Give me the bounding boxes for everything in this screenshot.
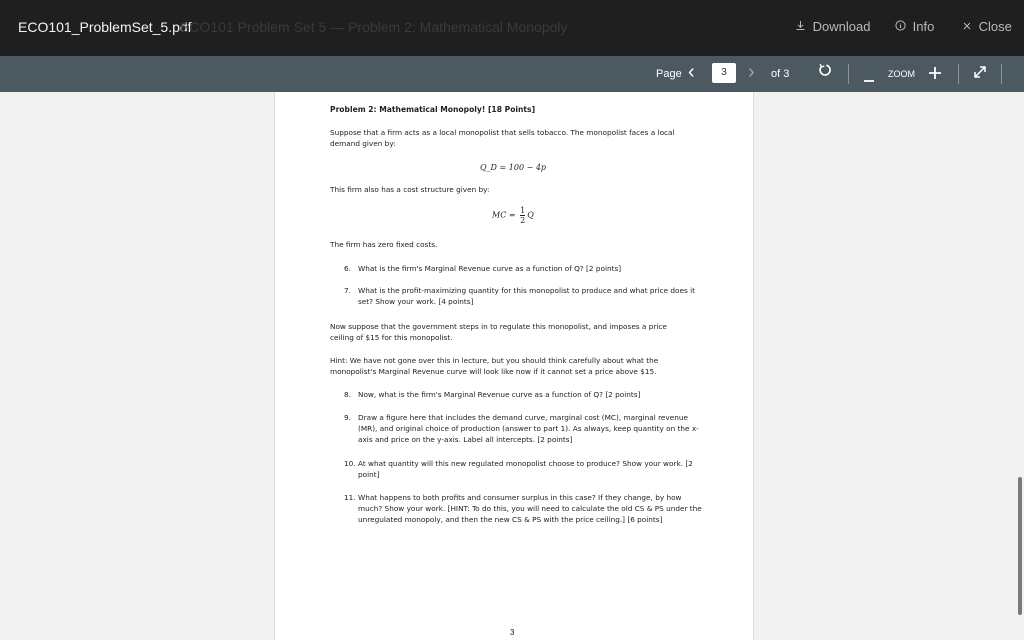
- question-text: What happens to both profits and consumer surplus in this case? If they change, by how much? Show your work. [HINT: To do this, you will need to calculate the old CS & PS under the unregulated monopoly, and then the new CS & PS with the price ceiling.] [6 points]: [358, 493, 702, 524]
- question-number: 9.: [344, 413, 351, 422]
- download-button[interactable]: [795, 19, 870, 34]
- divider: [1001, 64, 1002, 84]
- mc-numerator: 1: [520, 206, 526, 215]
- close-button[interactable]: [962, 19, 1012, 34]
- info-label: Info: [912, 19, 935, 34]
- problem-heading: Problem 2: Mathematical Monopoly! [18 Points]: [330, 105, 536, 114]
- info-button[interactable]: [895, 19, 934, 34]
- question-number: 11.: [344, 493, 356, 502]
- pdf-toolbar: [0, 56, 1024, 92]
- page-count: of 3: [771, 68, 790, 80]
- close-icon: [962, 19, 976, 34]
- divider: [958, 64, 959, 84]
- download-label: Download: [812, 19, 871, 34]
- regulation-paragraph: Now suppose that the government steps in to regulate this monopolist, and imposes a price ceiling of $15 for this monopolist.: [330, 322, 667, 342]
- plus-icon[interactable]: [929, 66, 941, 84]
- mc-equation: [492, 206, 534, 225]
- top-bar: [0, 0, 1024, 56]
- mc-lhs: MC =: [492, 210, 516, 220]
- mc-denominator: 2: [520, 216, 526, 225]
- intro-paragraph: Suppose that a firm acts as a local monopolist that sells tobacco. The monopolist faces a local demand given by:: [330, 128, 675, 148]
- minus-icon[interactable]: [864, 70, 874, 88]
- question-number: 6.: [344, 264, 351, 273]
- divider: [848, 64, 849, 84]
- chevron-right-icon[interactable]: ›: [748, 61, 755, 83]
- pdf-page: [274, 92, 754, 640]
- hint-paragraph: Hint: We have not gone over this in lecture, but you should think carefully about what the monopolist's Marginal Revenue curve will look like now if it cannot set a price above $15.: [330, 356, 659, 376]
- question-number: 7.: [344, 286, 351, 295]
- faint-header-text: ECO101 Problem Set 5 — Problem 2: Mathematical Monopoly: [180, 19, 568, 35]
- question-number: 8.: [344, 390, 351, 399]
- question-text: What is the firm's Marginal Revenue curve as a function of Q? [2 points]: [358, 264, 622, 273]
- scrollbar-thumb[interactable]: [1018, 477, 1022, 615]
- question-text: At what quantity will this new regulated monopolist choose to produce? Show your work. [2 point]: [358, 459, 693, 479]
- mc-fraction: [520, 206, 525, 225]
- info-icon: [895, 19, 910, 34]
- chevron-left-icon[interactable]: ‹: [688, 61, 695, 83]
- fixed-cost-text: The firm has zero fixed costs.: [330, 240, 438, 249]
- question-text: What is the profit-maximizing quantity for this monopolist to produce and what price does it set? Show your work. [4 points]: [358, 286, 695, 306]
- cost-intro: This firm also has a cost structure given by:: [330, 185, 490, 194]
- zoom-label: ZOOM: [888, 69, 915, 79]
- file-title: ECO101_ProblemSet_5.pdf: [18, 19, 192, 35]
- page-label: Page: [656, 68, 682, 80]
- question-text: Draw a figure here that includes the demand curve, marginal cost (MC), marginal revenue (MR), and original choice of production (answer to part 1). As always, keep quantity on the x-axis and price on the y-axis. Label all intercepts. [2 points]: [358, 413, 699, 444]
- mc-variable: Q: [527, 210, 534, 220]
- close-label: Close: [978, 19, 1012, 34]
- question-number: 10.: [344, 459, 356, 468]
- download-icon: [795, 19, 810, 34]
- page-number-input[interactable]: 3: [712, 63, 736, 83]
- question-text: Now, what is the firm's Marginal Revenue curve as a function of Q? [2 points]: [358, 390, 641, 399]
- page-footer-number: 3: [510, 628, 515, 637]
- rotate-icon[interactable]: [818, 63, 832, 82]
- demand-equation: Q_D = 100 − 4p: [480, 163, 547, 172]
- expand-icon[interactable]: [973, 65, 987, 84]
